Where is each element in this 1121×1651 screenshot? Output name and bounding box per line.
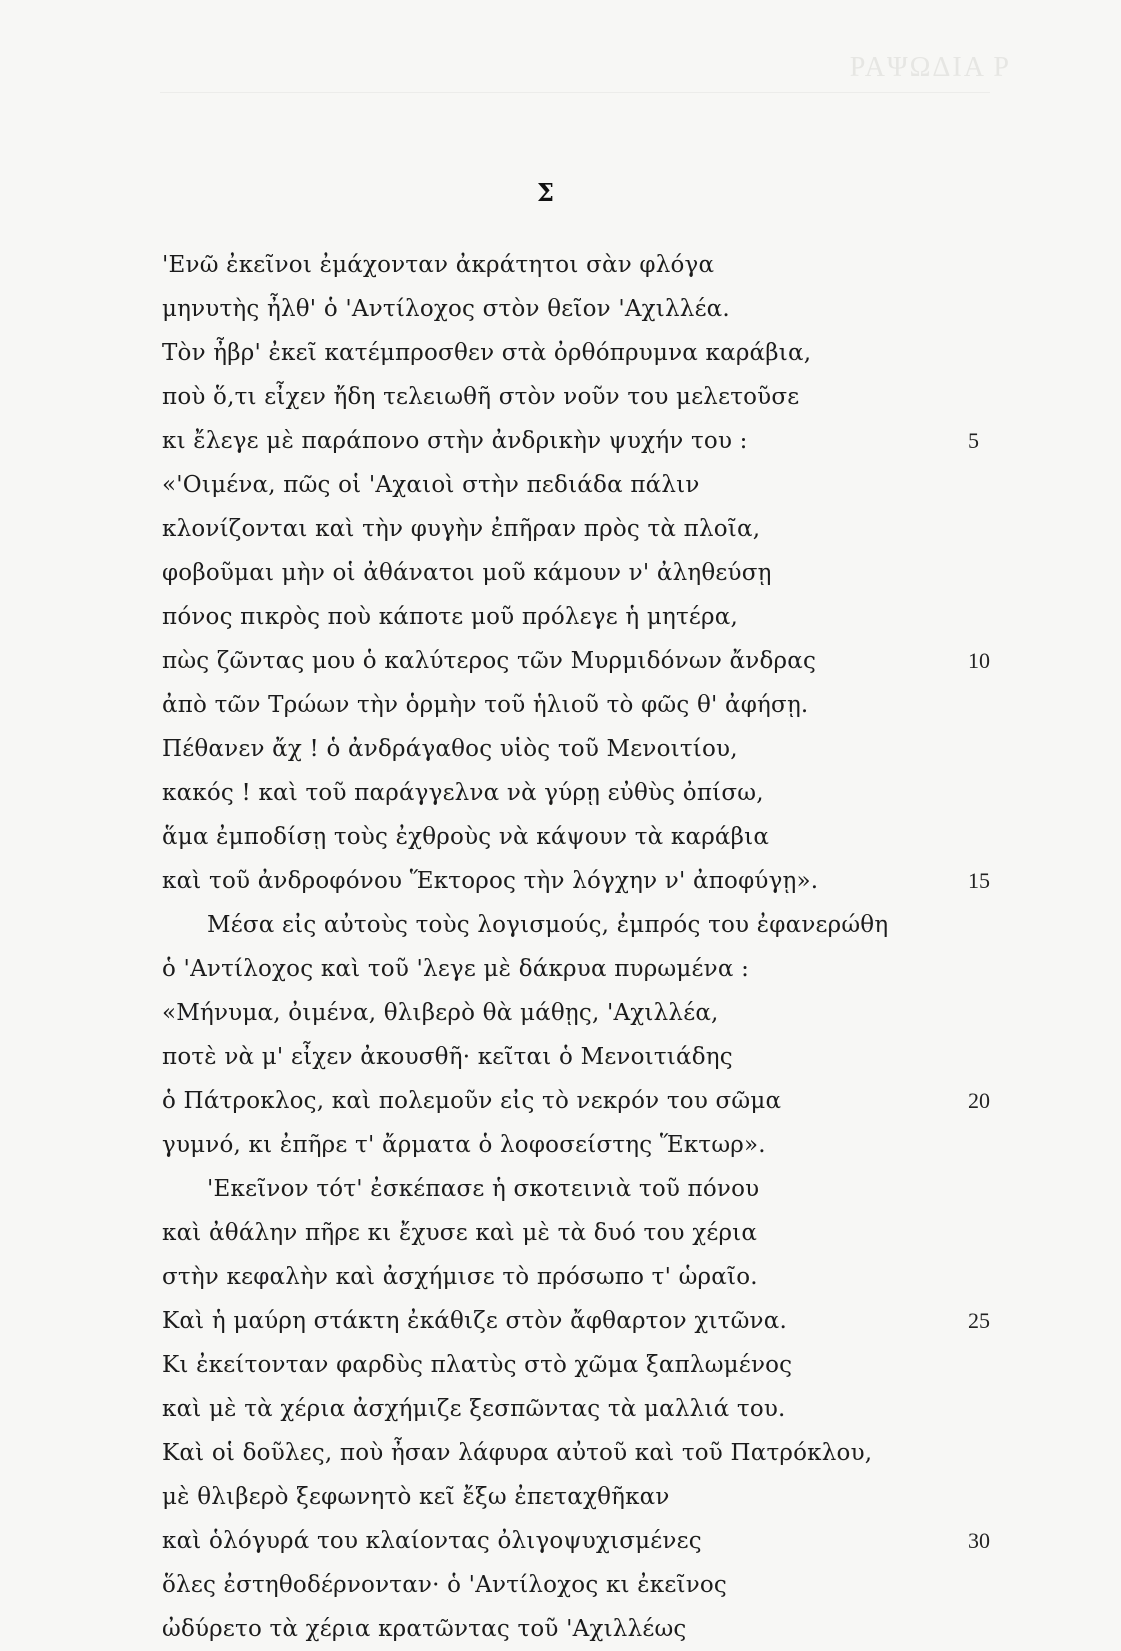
- poem-body: [0, 243, 1121, 1651]
- header-rule: [160, 92, 990, 93]
- poem-line: [0, 1035, 1121, 1079]
- poem-line: [0, 771, 1121, 815]
- poem-line-text: μὲ θλιβερὸ ξεφωνητὸ κεῖ ἔξω ἐπεταχθῆκαν: [162, 1484, 670, 1510]
- poem-line: [0, 1079, 1121, 1123]
- line-number: 25: [968, 1308, 990, 1333]
- poem-line-text: καὶ τοῦ ἀνδροφόνου Ἕκτορος τὴν λόγχην ν' ἀποφύγῃ».: [162, 868, 819, 894]
- line-number: 15: [968, 868, 990, 893]
- poem-line: [0, 419, 1121, 463]
- poem-line-text: Καὶ οἱ δοῦλες, ποὺ ἦσαν λάφυρα αὐτοῦ καὶ τοῦ Πατρόκλου,: [162, 1440, 873, 1466]
- poem-line: [0, 287, 1121, 331]
- poem-line: [0, 1299, 1121, 1343]
- poem-line-text: 'Εκεῖνον τότ' ἐσκέπασε ἡ σκοτεινιὰ τοῦ πόνου: [207, 1176, 760, 1202]
- poem-line: [0, 639, 1121, 683]
- poem-line-text: ἅμα ἐμποδίσῃ τοὺς ἐχθροὺς νὰ κάψουν τὰ καράβια: [162, 824, 770, 850]
- poem-line-text: ὁ 'Αντίλοχος καὶ τοῦ 'λεγε μὲ δάκρυα πυρωμένα :: [162, 956, 750, 982]
- poem-line: [0, 331, 1121, 375]
- poem-line: [0, 1211, 1121, 1255]
- poem-line: [0, 1607, 1121, 1651]
- line-number: 20: [968, 1088, 990, 1113]
- poem-line-text: φοβοῦμαι μὴν οἱ ἀθάνατοι μοῦ κάμουν ν' ἀληθεύσῃ: [162, 560, 772, 586]
- poem-line: [0, 1343, 1121, 1387]
- poem-line: [0, 595, 1121, 639]
- running-head: ΡΑΨΩΔΙΑ Ρ: [849, 52, 1011, 83]
- poem-line-text: «'Οιμένα, πῶς οἱ 'Αχαιοὶ στὴν πεδιάδα πάλιν: [162, 472, 700, 498]
- poem-line-text: κι ἔλεγε μὲ παράπονο στὴν ἀνδρικὴν ψυχήν του :: [162, 428, 748, 454]
- poem-line-text: Τὸν ἦβρ' ἐκεῖ κατέμπροσθεν στὰ ὀρθόπρυμνα καράβια,: [162, 340, 812, 366]
- poem-line-text: «Μήνυμα, ὀιμένα, θλιβερὸ θὰ μάθῃς, 'Αχιλλέα,: [162, 1000, 719, 1026]
- poem-line-text: γυμνό, κι ἐπῆρε τ' ἄρματα ὁ λοφοσείστης Ἕκτωρ».: [162, 1132, 766, 1158]
- poem-line-text: ἀπὸ τῶν Τρώων τὴν ὁρμὴν τοῦ ἡλιοῦ τὸ φῶς θ' ἀφήσῃ.: [162, 692, 809, 718]
- poem-line: [0, 859, 1121, 903]
- poem-line-text: καὶ ὁλόγυρά του κλαίοντας ὀλιγοψυχισμένες: [162, 1528, 702, 1554]
- poem-line-text: Πέθανεν ἄχ ! ὁ ἀνδράγαθος υἱὸς τοῦ Μενοιτίου,: [162, 736, 738, 762]
- poem-line-text: καὶ ἀθάλην πῆρε κι ἔχυσε καὶ μὲ τὰ δυό του χέρια: [162, 1220, 758, 1246]
- poem-line-text: κακός ! καὶ τοῦ παράγγελνα νὰ γύρῃ εὐθὺς ὀπίσω,: [162, 780, 764, 806]
- poem-line-text: ποτὲ νὰ μ' εἶχεν ἀκουσθῆ· κεῖται ὁ Μενοιτιάδης: [162, 1044, 733, 1070]
- poem-line-text: Κι ἐκείτονταν φαρδὺς πλατὺς στὸ χῶμα ξαπλωμένος: [162, 1352, 793, 1378]
- poem-line-text: Μέσα εἰς αὐτοὺς τοὺς λογισμούς, ἐμπρός του ἐφανερώθη: [207, 912, 889, 938]
- poem-line-text: ποὺ ὅ,τι εἶχεν ἤδη τελειωθῆ στὸν νοῦν του μελετοῦσε: [162, 384, 800, 410]
- poem-line: [0, 1519, 1121, 1563]
- poem-line-text: 'Ενῶ ἐκεῖνοι ἐμάχονταν ἀκράτητοι σὰν φλόγα: [162, 252, 715, 278]
- poem-line-text: ὁ Πάτροκλος, καὶ πολεμοῦν εἰς τὸ νεκρόν του σῶμα: [162, 1088, 782, 1114]
- poem-line: [0, 507, 1121, 551]
- poem-line: [0, 463, 1121, 507]
- line-number: 30: [968, 1528, 990, 1553]
- poem-line: [0, 991, 1121, 1035]
- poem-line: [0, 375, 1121, 419]
- poem-line: [0, 727, 1121, 771]
- poem-line: [0, 1475, 1121, 1519]
- poem-line: [0, 551, 1121, 595]
- poem-line-text: καὶ μὲ τὰ χέρια ἀσχήμιζε ξεσπῶντας τὰ μαλλιά του.: [162, 1396, 786, 1422]
- line-number: 5: [968, 428, 979, 453]
- poem-line: [0, 683, 1121, 727]
- poem-line: [0, 1167, 1121, 1211]
- poem-line: [0, 947, 1121, 991]
- poem-line: [0, 1387, 1121, 1431]
- line-number: 10: [968, 648, 990, 673]
- poem-line-text: ὠδύρετο τὰ χέρια κρατῶντας τοῦ 'Αχιλλέως: [162, 1616, 687, 1642]
- poem-line-text: Καὶ ἡ μαύρη στάκτη ἐκάθιζε στὸν ἄφθαρτον χιτῶνα.: [162, 1308, 787, 1334]
- poem-line: [0, 1431, 1121, 1475]
- poem-line-text: μηνυτὴς ἦλθ' ὁ 'Αντίλοχος στὸν θεῖον 'Αχιλλέα.: [162, 296, 730, 322]
- poem-line: [0, 243, 1121, 287]
- poem-line: [0, 1563, 1121, 1607]
- poem-line: [0, 1123, 1121, 1167]
- poem-line: [0, 1255, 1121, 1299]
- poem-line: [0, 903, 1121, 947]
- rhapsody-letter-heading: Σ: [537, 178, 554, 207]
- poem-line-text: ὅλες ἐστηθοδέρνονταν· ὁ 'Αντίλοχος κι ἐκεῖνος: [162, 1572, 728, 1598]
- poem-line-text: κλονίζονται καὶ τὴν φυγὴν ἐπῆραν πρὸς τὰ πλοῖα,: [162, 516, 761, 542]
- poem-line-text: στὴν κεφαλὴν καὶ ἀσχήμισε τὸ πρόσωπο τ' ὡραῖο.: [162, 1264, 758, 1290]
- poem-line-text: πόνος πικρὸς ποὺ κάποτε μοῦ πρόλεγε ἡ μητέρα,: [162, 604, 738, 630]
- poem-line-text: πὼς ζῶντας μου ὁ καλύτερος τῶν Μυρμιδόνων ἄνδρας: [162, 648, 817, 674]
- poem-line: [0, 815, 1121, 859]
